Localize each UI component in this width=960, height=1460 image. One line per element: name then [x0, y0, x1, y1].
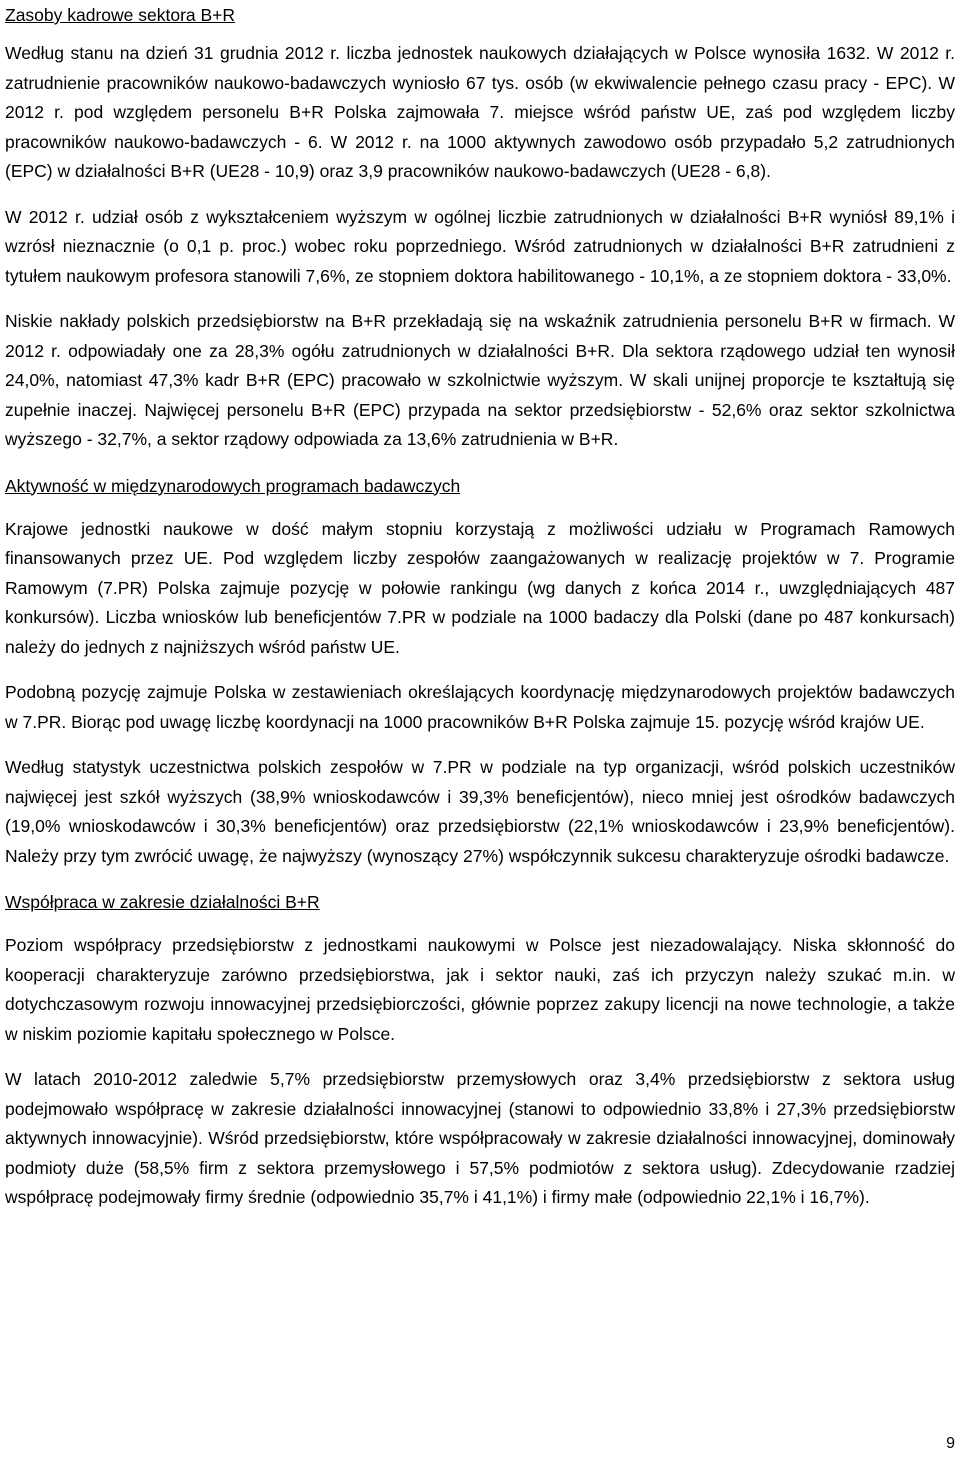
section-heading-aktywnosc-miedzynarodowa: Aktywność w międzynarodowych programach badawczych	[5, 475, 461, 496]
paragraph: W 2012 r. udział osób z wykształceniem wyższym w ogólnej liczbie zatrudnionych w działalności B+R wyniósł 89,1% i wzrósł nieznacznie (o 0,1 p. proc.) wobec roku poprzedniego. Wśród zatrudnionych w działalności B+R zatrudnieni z tytułem naukowym profesora stanowili 7,6%, ze stopniem doktora habilitowanego - 10,1%, a ze stopniem doktora - 33,0%.	[5, 206, 955, 286]
paragraph: Według stanu na dzień 31 grudnia 2012 r. liczba jednostek naukowych działających w Polsce wynosiła 1632. W 2012 r. zatrudnienie pracowników naukowo-badawczych wyniosło 67 tys. osób (w ekwiwalencie pełnego czasu pracy - EPC). W 2012 r. pod względem personelu B+R Polska zajmowała 7. miejsce wśród państw UE, zaś pod względem liczby pracowników naukowo-badawczych - 6. W 2012 r. na 1000 aktywnych zawodowo osób przypadało 5,2 zatrudnionych (EPC) w działalności B+R (UE28 - 10,9) oraz 3,9 pracowników naukowo-badawczych (UE28 - 6,8).	[5, 43, 955, 181]
section-heading-wspolpraca-br: Współpraca w zakresie działalności B+R	[5, 892, 320, 912]
paragraph: Podobną pozycję zajmuje Polska w zestawieniach określających koordynację międzynarodowych projektów badawczych w 7.PR. Biorąc pod uwagę liczbę koordynacji na 1000 pracowników B+R Polska zajmuje 15. pozycję wśród krajów UE.	[5, 682, 955, 732]
paragraph: W latach 2010-2012 zaledwie 5,7% przedsiębiorstw przemysłowych oraz 3,4% przedsiębiorstw z sektora usług podejmowało współpracę w zakresie działalności innowacyjnej (stanowi to odpowiednio 33,8% i 27,3% przedsiębiorstw aktywnych innowacyjnie). Wśród przedsiębiorstw, które współpracowały w zakresie działalności innowacyjnej, dominowały podmioty duże (58,5% firm z sektora przemysłowego i 57,5% podmiotów z sektora usług). Zdecydowanie rzadziej współpracę podejmowały firmy średnie (odpowiednio 35,7% i 41,1%) i firmy małe (odpowiednio 22,1% i 16,7%).	[5, 1069, 955, 1207]
paragraph: Poziom współpracy przedsiębiorstw z jednostkami naukowymi w Polsce jest niezadowalający. Niska skłonność do kooperacji charakteryzuje zarówno przedsiębiorstwa, jak i sektor nauki, zaś ich przyczyn należy szukać m.in. w dotychczasowym rozwoju innowacyjnej przedsiębiorczości, głównie poprzez zakupy licencji na nowe technologie, a także w niskim poziomie kapitału społecznego w Polsce.	[5, 935, 955, 1044]
page-number: 9	[946, 1435, 955, 1452]
document-page	[5, 0, 955, 1229]
paragraph: Niskie nakłady polskich przedsiębiorstw na B+R przekładają się na wskaźnik zatrudnienia personelu B+R w firmach. W 2012 r. odpowiadały one za 28,3% ogółu zatrudnionych w działalności B+R. Dla sektora rządowego udział ten wynosił 24,0%, natomiast 47,3% kadr B+R (EPC) pracowało w szkolnictwie wyższym. W skali unijnej proporcje te kształtują się zupełnie inaczej. Najwięcej personelu B+R (EPC) przypada na sektor przedsiębiorstw - 52,6% oraz sektor szkolnictwa wyższego - 32,7%, a sektor rządowy odpowiada za 13,6% zatrudnienia w B+R.	[5, 311, 955, 449]
paragraph: Krajowe jednostki naukowe w dość małym stopniu korzystają z możliwości udziału w Programach Ramowych finansowanych przez UE. Pod względem liczby zespołów zaangażowanych w realizację projektów w 7. Programie Ramowym (7.PR) Polska zajmuje pozycję w połowie rankingu (wg danych z końca 2014 r., uwzględniających 487 konkursów). Liczba wniosków lub beneficjentów 7.PR w podziale na 1000 badaczy dla Polski (dane po 487 konkursach) należy do jednych z najniższych wśród państw UE.	[5, 518, 955, 657]
section-heading-zasoby-kadrowe: Zasoby kadrowe sektora B+R	[5, 5, 236, 25]
paragraph: Według statystyk uczestnictwa polskich zespołów w 7.PR w podziale na typ organizacji, wśród polskich uczestników najwięcej jest szkół wyższych (38,9% wnioskodawców i 39,3% beneficjentów), nieco mniej jest ośrodków badawczych (19,0% wnioskodawców i 30,3% beneficjentów) oraz przedsiębiorstw (22,1% wnioskodawców i 23,9% beneficjentów). Należy przy tym zwrócić uwagę, że najwyższy (wynoszący 27%) współczynnik sukcesu charakteryzuje ośrodki badawcze.	[5, 757, 955, 866]
